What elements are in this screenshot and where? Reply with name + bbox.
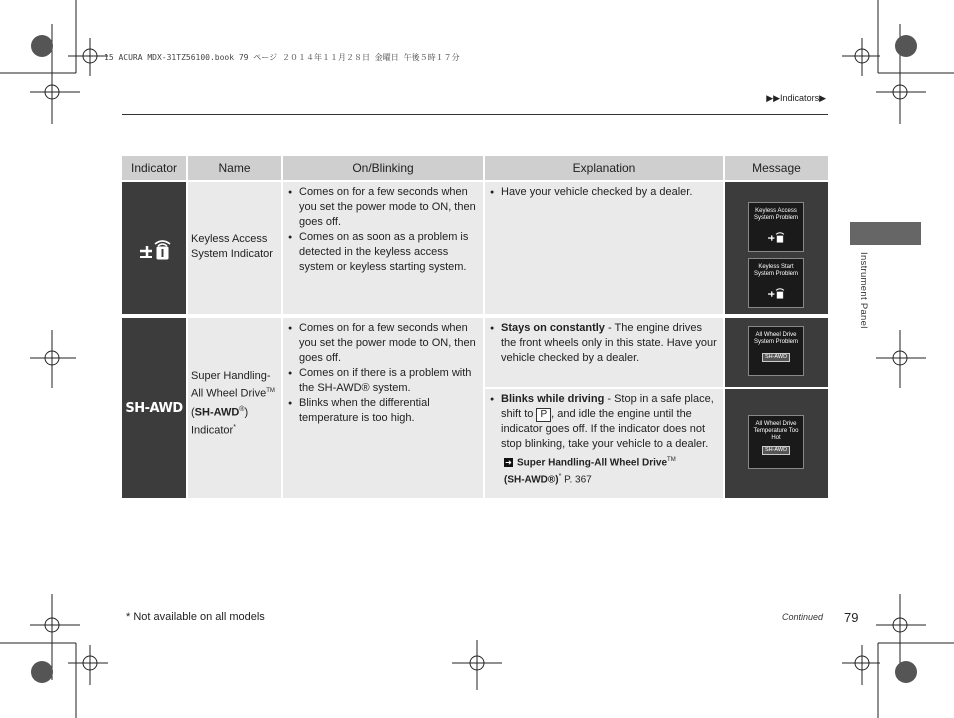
breadcrumb[interactable]: ▶▶Indicators▶ bbox=[766, 93, 826, 103]
name-cell: Keyless Access System Indicator bbox=[188, 182, 281, 314]
section-label: Instrument Panel bbox=[858, 252, 869, 329]
on-blinking-cell bbox=[283, 182, 483, 314]
explanation-cell bbox=[485, 182, 723, 314]
registered: ® bbox=[239, 405, 245, 413]
reference-arrow-icon: ➜ bbox=[505, 458, 512, 468]
indicator-cell bbox=[122, 318, 186, 498]
message-cell bbox=[725, 318, 828, 387]
message-text: Keyless Access System Problem bbox=[753, 208, 798, 221]
list-item: ● Comes on as soon as a problem is detected in the keyless access system or keyless starting system. bbox=[299, 230, 477, 275]
indicator-cell bbox=[122, 182, 186, 314]
message-display bbox=[748, 415, 804, 469]
keyless-access-icon bbox=[138, 238, 172, 260]
footnote: * Not available on all models bbox=[126, 611, 265, 623]
name-close: ) bbox=[244, 406, 249, 419]
message-text: All Wheel Drive Temperature Too Hot bbox=[753, 421, 799, 441]
list-item: ● Comes on for a few seconds when you set the power mode to ON, then goes off. bbox=[299, 321, 477, 366]
message-text: All Wheel Drive System Problem bbox=[753, 332, 798, 345]
header-rule bbox=[122, 114, 828, 115]
reference-page: P. 367 bbox=[561, 474, 592, 486]
name-suffix: Indicator bbox=[191, 424, 234, 437]
asterisk: * bbox=[233, 424, 236, 432]
message-text: Keyless Start System Problem bbox=[753, 264, 798, 277]
sh-awd-badge: SH-AWD bbox=[762, 353, 790, 362]
header-indicator: Indicator bbox=[122, 156, 186, 180]
explanation-text: - The engine drives the front wheels only in this state. Have your vehicle checked by a dealer. bbox=[501, 322, 717, 364]
keyless-access-icon bbox=[767, 231, 785, 243]
continued-label: Continued bbox=[782, 612, 824, 622]
list-item bbox=[501, 321, 718, 366]
list-item bbox=[501, 392, 718, 452]
list-item: ● Comes on for a few seconds when you set the power mode to ON, then goes off. bbox=[299, 185, 477, 230]
print-header: 15 ACURA MDX-31TZ56100.book 79 ページ ２０１４年１１月２８日 金曜日 午後５時１７分 bbox=[104, 53, 460, 62]
explanation-cell bbox=[485, 389, 723, 498]
keyless-access-icon bbox=[767, 287, 785, 299]
sh-awd-badge: SH-AWD bbox=[762, 446, 790, 455]
header-on-blinking: On/Blinking bbox=[283, 156, 483, 180]
message-display bbox=[748, 202, 804, 252]
on-blinking-cell bbox=[283, 318, 483, 498]
list-item: ● Have your vehicle checked by a dealer. bbox=[501, 185, 717, 200]
explanation-cell bbox=[485, 318, 723, 387]
explanation-text: - Stop in a safe place, shift to bbox=[501, 393, 714, 420]
header-explanation: Explanation bbox=[485, 156, 723, 180]
message-display bbox=[748, 258, 804, 308]
section-tab bbox=[850, 222, 921, 245]
park-key: P bbox=[536, 408, 551, 422]
name-text: Super Handling-All Wheel Drive bbox=[191, 370, 271, 400]
reference-title: Super Handling-All Wheel Drive bbox=[517, 457, 668, 469]
asterisk: * bbox=[558, 473, 562, 481]
explanation-bold: Stays on constantly bbox=[501, 322, 605, 334]
cross-reference[interactable] bbox=[504, 453, 718, 488]
name-bold: SH-AWD bbox=[194, 406, 240, 419]
explanation-bold: Blinks while driving bbox=[501, 393, 605, 405]
message-cell bbox=[725, 389, 828, 498]
name-open: ( bbox=[191, 406, 195, 419]
header-name: Name bbox=[188, 156, 281, 180]
message-display bbox=[748, 326, 804, 376]
sh-awd-indicator: SH-AWD bbox=[125, 400, 183, 416]
reference-title: (SH-AWD®) bbox=[504, 474, 559, 486]
trademark: TM bbox=[667, 457, 676, 463]
name-cell bbox=[188, 318, 281, 498]
page-number: 79 bbox=[844, 610, 859, 625]
explanation-text: , and idle the engine until the indicator goes off. If the indicator does not stop blinking, take your vehicle to a dealer. bbox=[501, 408, 709, 450]
list-item: ● Blinks when the differential temperature is too high. bbox=[299, 396, 477, 426]
trademark: TM bbox=[266, 388, 275, 394]
header-message: Message bbox=[725, 156, 828, 180]
message-cell bbox=[725, 182, 828, 314]
list-item: ● Comes on if there is a problem with the SH-AWD® system. bbox=[299, 366, 477, 396]
